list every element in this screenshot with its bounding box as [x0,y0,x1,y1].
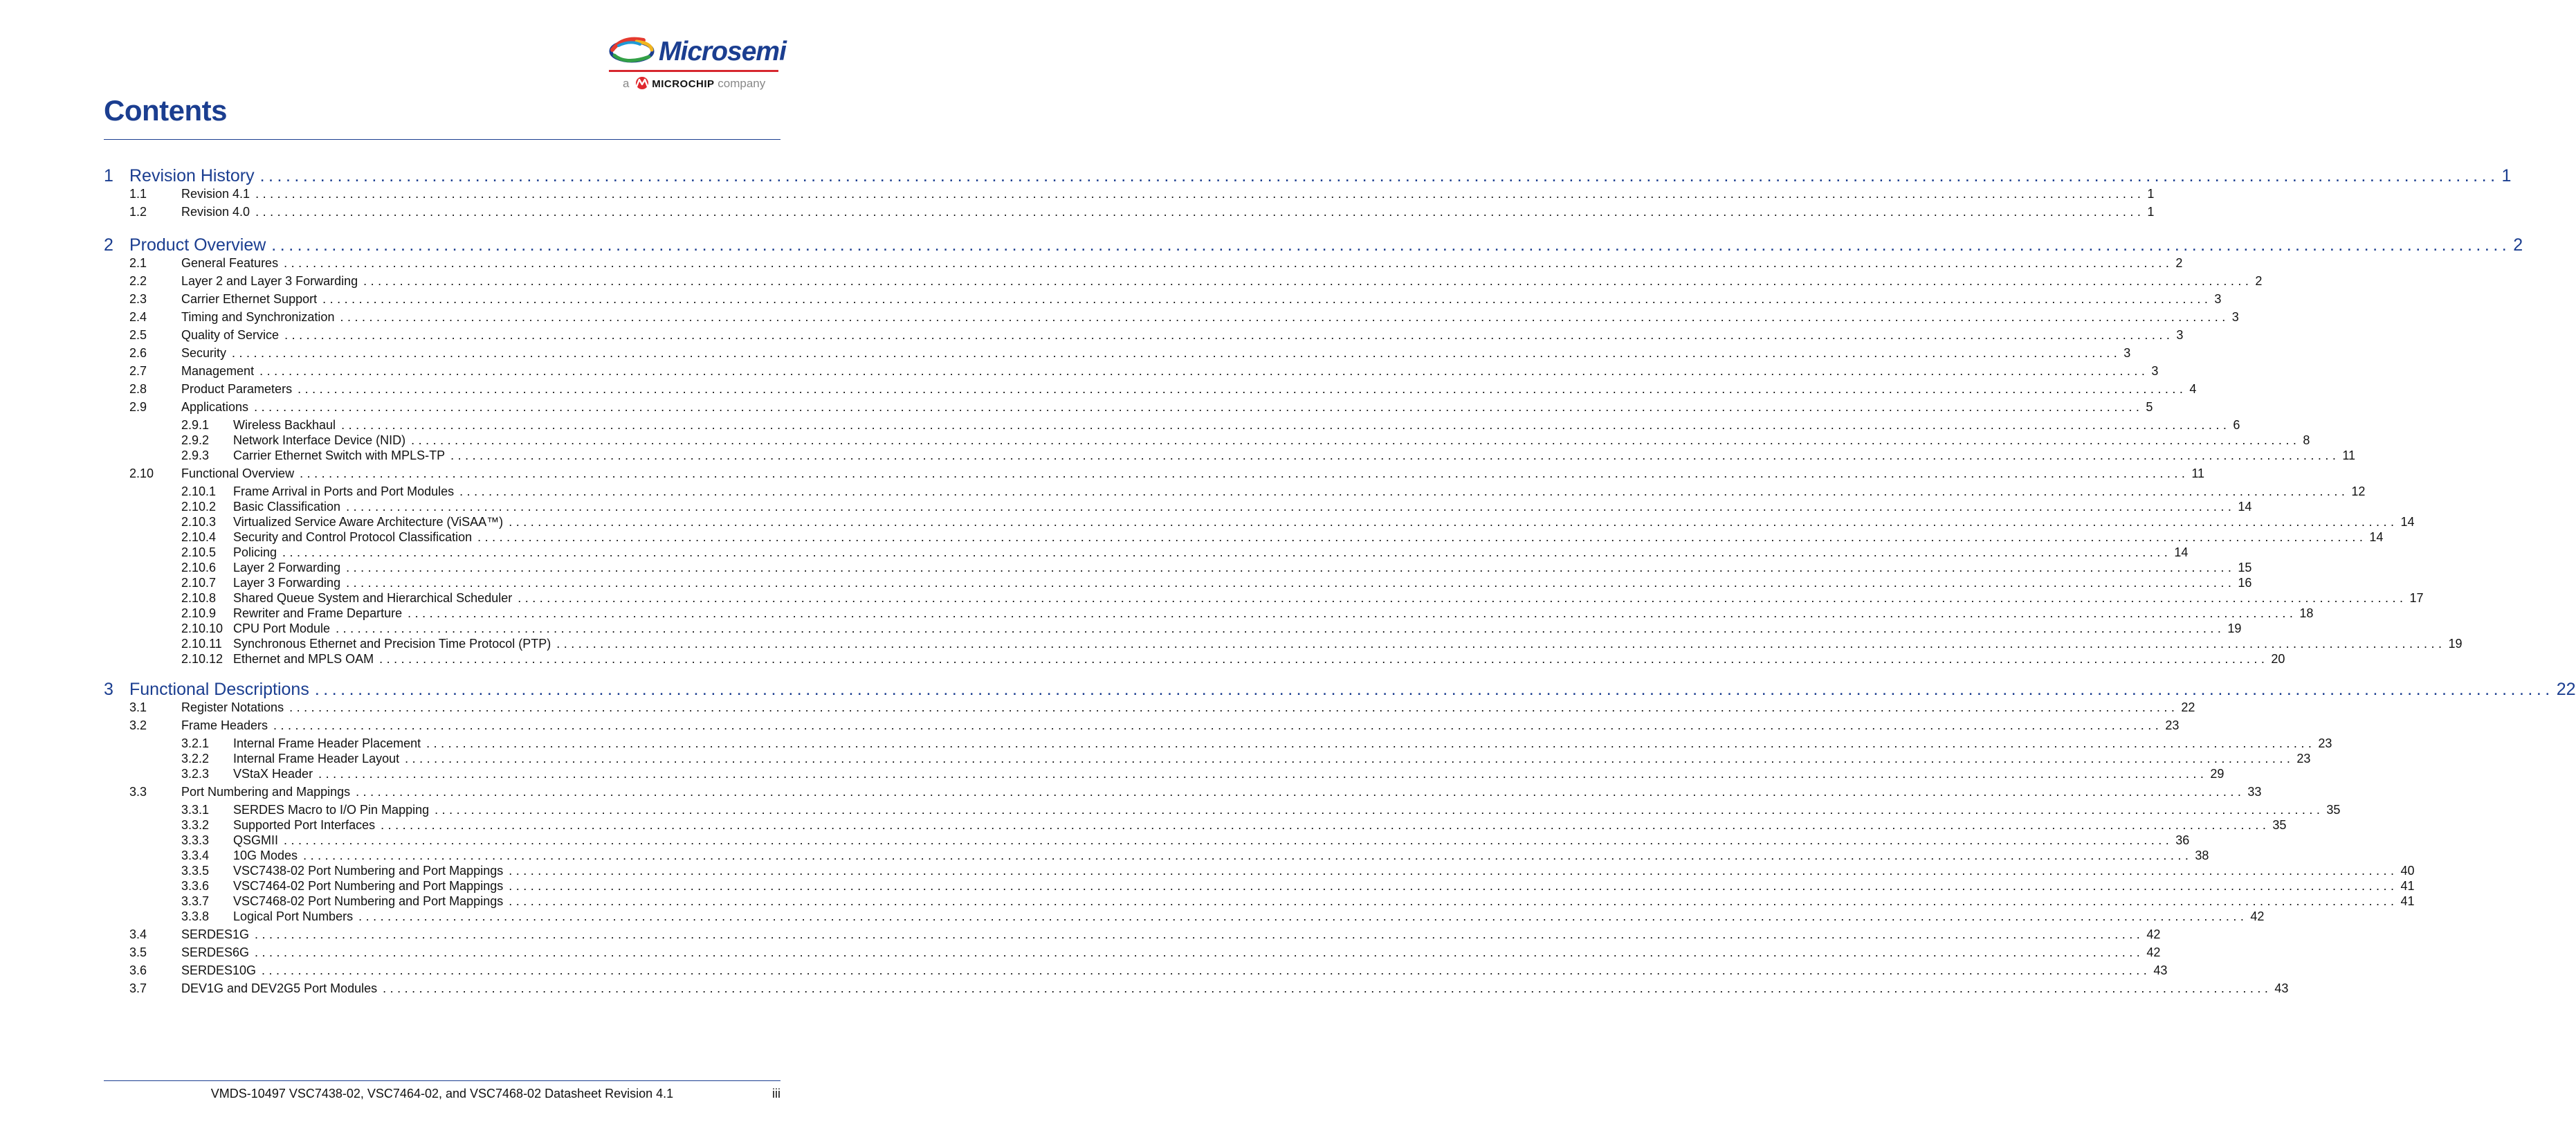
toc-dot-leader: .................................................................................................................................................................................................................................................................... [340,310,2229,324]
toc-entry-number: 2.9.2 [181,433,210,447]
toc-entry-number: 3.7 [129,981,147,995]
toc-entry-level-1[interactable] [104,680,2576,700]
toc-dot-leader: .................................................................................................................................................................................................................................................................... [318,767,2208,781]
toc-entry-title: Carrier Ethernet Support [181,292,318,306]
toc-dot-leader: .................................................................................................................................................................................................................................................................... [435,803,2324,817]
toc-dot-leader: .................................................................................................................................................................................................................................................................... [356,785,2245,799]
toc-entry-level-3[interactable] [104,484,2366,500]
toc-entry-level-3[interactable] [104,433,2310,448]
toc-entry-title: Functional Descriptions [129,680,309,699]
toc-entry-level-3[interactable] [104,448,2356,464]
toc-entry-level-2[interactable] [104,256,2183,271]
toc-entry-level-2[interactable] [104,700,2195,716]
toc-entry-title: Register Notations [181,700,284,714]
microsemi-swirl-icon [609,35,657,69]
toc-dot-leader: .................................................................................................................................................................................................................................................................... [379,652,2269,666]
toc-dot-leader: .................................................................................................................................................................................................................................................................... [426,736,2316,750]
toc-dot-leader: .................................................................................................................................................................................................................................................................... [314,680,2554,699]
toc-entry-title: Shared Queue System and Hierarchical Scheduler [233,591,513,605]
toc-entry-page: 23 [2296,752,2311,765]
toc-entry-level-3[interactable] [104,500,2252,515]
toc-dot-leader: .................................................................................................................................................................................................................................................................... [322,292,2212,306]
toc-entry-page: 40 [2400,864,2415,878]
toc-entry-page: 6 [2233,418,2240,432]
toc-entry-page: 23 [2318,736,2332,750]
toc-entry-number: 2.1 [129,256,147,270]
toc-entry-number: 2.8 [129,382,147,396]
toc-entry-page: 38 [2195,849,2209,862]
toc-dot-leader: .................................................................................................................................................................................................................................................................... [346,561,2236,574]
toc-entry-number: 3.3 [129,785,147,799]
toc-entry-number: 2.6 [129,346,147,360]
toc-entry-level-2[interactable] [104,187,2155,202]
toc-entry-title: Functional Overview [181,466,295,480]
toc-dot-leader: .................................................................................................................................................................................................................................................................... [271,235,2511,255]
toc-dot-leader: .................................................................................................................................................................................................................................................................... [300,466,2189,480]
toc-entry-title: Management [181,364,255,378]
toc-entry-title: Virtualized Service Aware Architecture (ViSAA™) [233,515,504,529]
toc-entry-number: 3.3.3 [181,833,210,847]
toc-entry-title: Frame Headers [181,718,268,732]
toc-entry-number: 3.3.5 [181,864,210,878]
logo-divider [609,70,778,72]
toc-entry-level-2[interactable] [104,785,2262,800]
toc-entry-level-2[interactable] [104,400,2153,415]
toc-entry-level-1[interactable] [104,235,2523,256]
toc-dot-leader: .................................................................................................................................................................................................................................................................... [381,818,2270,832]
toc-entry-page: 22 [2556,680,2576,699]
toc-entry-level-2[interactable] [104,981,2289,997]
toc-entry-level-2[interactable] [104,328,2184,343]
toc-entry-level-3[interactable] [104,561,2252,576]
logo-brand: Microsemi [659,37,786,66]
toc-entry-title: Security [181,346,227,360]
toc-dot-leader: .................................................................................................................................................................................................................................................................... [405,752,2294,765]
toc-entry-title: Internal Frame Header Layout [233,752,400,765]
toc-entry-number: 2.10.1 [181,484,217,498]
toc-entry-page: 22 [2181,700,2195,714]
toc-entry-number: 3.3.7 [181,894,210,908]
toc-dot-leader: .................................................................................................................................................................................................................................................................... [358,909,2248,923]
toc-entry-title: SERDES10G [181,963,257,977]
toc-entry-page: 42 [2146,927,2161,941]
toc-entry-level-3[interactable] [104,515,2415,530]
toc-dot-leader: .................................................................................................................................................................................................................................................................... [232,346,2121,360]
toc-entry-title: Synchronous Ethernet and Precision Time Protocol (PTP) [233,637,551,651]
toc-dot-leader: .................................................................................................................................................................................................................................................................... [284,328,2174,342]
toc-entry-level-3[interactable] [104,606,2314,622]
toc-entry-number: 3.3.2 [181,818,210,832]
toc-entry-level-2[interactable] [104,346,2131,361]
toc-entry-page: 16 [2238,576,2252,590]
toc-entry-level-3[interactable] [104,752,2311,767]
toc-dot-leader: .................................................................................................................................................................................................................................................................... [556,637,2446,651]
toc-entry-level-2[interactable] [104,292,2222,307]
toc-entry-page: 14 [2174,545,2189,559]
toc-entry-level-3[interactable] [104,622,2242,637]
toc-entry-title: Revision History [129,166,255,185]
toc-entry-level-3[interactable] [104,637,2463,652]
toc-entry-level-2[interactable] [104,945,2161,961]
toc-entry-page: 2 [2175,256,2183,270]
toc-entry-number: 3.3.6 [181,879,210,893]
toc-entry-number: 3.2.3 [181,767,210,781]
toc-entry-page: 2 [2255,274,2263,288]
toc-entry-page: 5 [2146,400,2153,414]
footer-page-number: iii [772,1087,780,1100]
toc-dot-leader: .................................................................................................................................................................................................................................................................... [289,700,2179,714]
toc-entry-level-3[interactable] [104,894,2415,909]
toc-entry-title: Layer 2 and Layer 3 Forwarding [181,274,358,288]
toc-entry-page: 17 [2409,591,2424,605]
toc-dot-leader: .................................................................................................................................................................................................................................................................... [383,981,2272,995]
toc-entry-page: 3 [2151,364,2159,378]
toc-entry-number: 2.10.7 [181,576,217,590]
toc-entry-level-3[interactable] [104,803,2341,818]
toc-entry-level-3[interactable] [104,833,2190,849]
toc-entry-number: 3.2.2 [181,752,210,765]
toc-entry-level-3[interactable] [104,849,2209,864]
microchip-m-icon [634,77,650,89]
toc-entry-number: 3.4 [129,927,147,941]
toc-entry-page: 41 [2400,879,2415,893]
toc-entry-title: QSGMII [233,833,279,847]
toc-entry-number: 2.10.6 [181,561,217,574]
toc-entry-page: 20 [2271,652,2285,666]
toc-entry-level-2[interactable] [104,963,2168,979]
toc-dot-leader: .................................................................................................................................................................................................................................................................... [411,433,2301,447]
toc-entry-number: 2.2 [129,274,147,288]
toc-entry-number: 3.6 [129,963,147,977]
toc-entry-number: 2 [104,235,113,255]
toc-entry-page: 1 [2147,205,2155,219]
toc-entry-title: Layer 3 Forwarding [233,576,341,590]
toc-entry-title: Wireless Backhaul [233,418,336,432]
toc-dot-leader: .................................................................................................................................................................................................................................................................... [363,274,2253,288]
toc-dot-leader: .................................................................................................................................................................................................................................................................... [477,530,2367,544]
toc-entry-level-3[interactable] [104,879,2415,894]
toc-entry-title: 10G Modes [233,849,298,862]
toc-entry-level-3[interactable] [104,736,2332,752]
toc-entry-page: 8 [2303,433,2310,447]
toc-entry-page: 11 [2191,466,2205,480]
toc-dot-leader: .................................................................................................................................................................................................................................................................... [346,576,2236,590]
toc-entry-title: Ethernet and MPLS OAM [233,652,374,666]
toc-entry-title: Policing [233,545,277,559]
toc-entry-number: 3.3.8 [181,909,210,923]
toc-entry-level-2[interactable] [104,927,2161,943]
toc-entry-page: 42 [2250,909,2265,923]
toc-entry-number: 2.10.4 [181,530,217,544]
toc-entry-title: VStaX Header [233,767,313,781]
toc-entry-page: 14 [2238,500,2252,514]
toc-dot-leader: .................................................................................................................................................................................................................................................................... [459,484,2349,498]
toc-dot-leader: .................................................................................................................................................................................................................................................................... [336,622,2225,635]
toc-entry-number: 3.1 [129,700,147,714]
toc-entry-number: 2.3 [129,292,147,306]
toc-entry-title: Revision 4.0 [181,205,250,219]
toc-dot-leader: .................................................................................................................................................................................................................................................................... [255,927,2144,941]
toc-entry-page: 11 [2342,448,2356,462]
toc-entry-title: VSC7468-02 Port Numbering and Port Mappings [233,894,504,908]
toc-entry-title: Network Interface Device (NID) [233,433,406,447]
toc-entry-number: 2.9 [129,400,147,414]
toc-dot-leader: .................................................................................................................................................................................................................................................................... [284,833,2173,847]
toc-entry-page: 15 [2238,561,2252,574]
toc-entry-title: Internal Frame Header Placement [233,736,421,750]
toc-entry-level-3[interactable] [104,576,2252,591]
toc-entry-page: 14 [2400,515,2415,529]
footer-divider [104,1080,780,1081]
toc-entry-number: 3.5 [129,945,147,959]
toc-entry-number: 2.10.5 [181,545,217,559]
toc-entry-level-2[interactable] [104,364,2159,379]
toc-entry-page: 36 [2175,833,2190,847]
toc-entry-level-3[interactable] [104,545,2189,561]
toc-entry-page: 23 [2165,718,2180,732]
toc-entry-number: 3 [104,680,113,699]
toc-entry-title: Security and Control Protocol Classification [233,530,473,544]
toc-dot-leader: .................................................................................................................................................................................................................................................................... [273,718,2163,732]
toc-entry-page: 29 [2210,767,2225,781]
footer-document-title: VMDS-10497 VSC7438-02, VSC7464-02, and VSC7468-02 Datasheet Revision 4.1 [210,1087,674,1100]
toc-entry-title: SERDES Macro to I/O Pin Mapping [233,803,430,817]
toc-entry-title: Frame Arrival in Ports and Port Modules [233,484,455,498]
logo-tag-company: MICROCHIP [652,78,715,90]
toc-entry-page: 1 [2147,187,2155,201]
company-logo [609,35,785,97]
toc-dot-leader: .................................................................................................................................................................................................................................................................... [282,545,2172,559]
toc-entry-page: 41 [2400,894,2415,908]
toc-entry-title: Carrier Ethernet Switch with MPLS-TP [233,448,446,462]
toc-entry-number: 3.3.1 [181,803,210,817]
toc-entry-number: 2.7 [129,364,147,378]
toc-entry-level-3[interactable] [104,818,2287,833]
toc-entry-page: 43 [2153,963,2168,977]
toc-dot-leader: .................................................................................................................................................................................................................................................................... [254,400,2144,414]
toc-entry-title: Layer 2 Forwarding [233,561,341,574]
toc-dot-leader: .................................................................................................................................................................................................................................................................... [509,894,2398,908]
toc-entry-page: 14 [2369,530,2384,544]
toc-entry-title: Timing and Synchronization [181,310,335,324]
toc-dot-leader: .................................................................................................................................................................................................................................................................... [284,256,2173,270]
toc-entry-page: 42 [2146,945,2161,959]
toc-entry-title: General Features [181,256,279,270]
toc-dot-leader: .................................................................................................................................................................................................................................................................... [303,849,2193,862]
toc-dot-leader: .................................................................................................................................................................................................................................................................... [259,166,2499,185]
toc-entry-title: VSC7464-02 Port Numbering and Port Mappings [233,879,504,893]
toc-entry-level-2[interactable] [104,466,2205,482]
toc-entry-number: 1.2 [129,205,147,219]
page-title: Contents [104,94,227,127]
toc-dot-leader: .................................................................................................................................................................................................................................................................... [408,606,2297,620]
toc-entry-level-2[interactable] [104,274,2263,289]
toc-entry-page: 3 [2214,292,2222,306]
toc-entry-page: 43 [2274,981,2289,995]
toc-entry-level-2[interactable] [104,718,2180,734]
toc-entry-level-3[interactable] [104,418,2240,433]
toc-entry-title: Logical Port Numbers [233,909,354,923]
toc-entry-level-3[interactable] [104,909,2265,925]
toc-entry-number: 2.5 [129,328,147,342]
toc-entry-page: 35 [2326,803,2341,817]
toc-entry-number: 2.10 [129,466,154,480]
toc-entry-title: SERDES1G [181,927,250,941]
toc-entry-number: 2.4 [129,310,147,324]
toc-entry-number: 2.10.11 [181,637,222,651]
toc-entry-title: VSC7438-02 Port Numbering and Port Mappings [233,864,504,878]
toc-entry-page: 19 [2227,622,2242,635]
toc-entry-level-3[interactable] [104,767,2225,782]
toc-dot-leader: .................................................................................................................................................................................................................................................................... [259,364,2149,378]
toc-entry-number: 1 [104,166,113,185]
toc-entry-title: CPU Port Module [233,622,331,635]
toc-entry-number: 3.2 [129,718,147,732]
toc-entry-number: 2.10.12 [181,652,223,666]
toc-dot-leader: .................................................................................................................................................................................................................................................................... [255,945,2144,959]
toc-entry-title: Port Numbering and Mappings [181,785,351,799]
toc-entry-title: DEV1G and DEV2G5 Port Modules [181,981,378,995]
toc-entry-level-3[interactable] [104,864,2415,879]
logo-tagline [623,77,765,91]
toc-entry-number: 3.2.1 [181,736,210,750]
toc-entry-number: 2.10.2 [181,500,217,514]
toc-entry-number: 3.3.4 [181,849,210,862]
toc-entry-number: 2.10.10 [181,622,223,635]
toc-dot-leader: .................................................................................................................................................................................................................................................................... [509,879,2398,893]
toc-entry-page: 1 [2501,166,2512,185]
toc-entry-page: 12 [2351,484,2366,498]
toc-dot-leader: .................................................................................................................................................................................................................................................................... [450,448,2340,462]
toc-entry-level-3[interactable] [104,530,2384,545]
toc-entry-number: 2.10.9 [181,606,217,620]
toc-entry-title: Supported Port Interfaces [233,818,376,832]
toc-entry-level-3[interactable] [104,591,2424,606]
toc-entry-title: Rewriter and Frame Departure [233,606,403,620]
toc-entry-number: 2.10.3 [181,515,217,529]
toc-entry-title: Applications [181,400,249,414]
toc-dot-leader: .................................................................................................................................................................................................................................................................... [255,187,2145,201]
toc-dot-leader: .................................................................................................................................................................................................................................................................... [262,963,2151,977]
toc-entry-title: Product Parameters [181,382,293,396]
toc-entry-title: SERDES6G [181,945,250,959]
toc-dot-leader: .................................................................................................................................................................................................................................................................... [509,515,2398,529]
toc-dot-leader: .................................................................................................................................................................................................................................................................... [298,382,2187,396]
title-divider [104,139,780,140]
toc-entry-page: 18 [2299,606,2314,620]
toc-entry-number: 2.9.1 [181,418,210,432]
toc-entry-title: Product Overview [129,235,266,255]
toc-entry-page: 2 [2513,235,2523,255]
toc-dot-leader: .................................................................................................................................................................................................................................................................... [341,418,2231,432]
toc-entry-title: Quality of Service [181,328,280,342]
toc-entry-number: 2.9.3 [181,448,210,462]
toc-entry-number: 1.1 [129,187,147,201]
toc-entry-level-2[interactable] [104,382,2197,397]
toc-entry-page: 3 [2231,310,2239,324]
logo-tag-suffix: company [718,77,766,90]
logo-tag-prefix: a [623,77,630,90]
toc-entry-page: 3 [2123,346,2131,360]
toc-entry-page: 35 [2272,818,2287,832]
toc-dot-leader: .................................................................................................................................................................................................................................................................... [518,591,2407,605]
toc-entry-page: 3 [2176,328,2184,342]
toc-entry-title: Basic Classification [233,500,341,514]
toc-entry-page: 33 [2247,785,2262,799]
toc-dot-leader: .................................................................................................................................................................................................................................................................... [509,864,2398,878]
toc-entry-number: 2.10.8 [181,591,217,605]
toc-entry-level-3[interactable] [104,652,2285,667]
toc-entry-page: 4 [2189,382,2197,396]
toc-entry-page: 19 [2448,637,2463,651]
toc-entry-level-2[interactable] [104,310,2239,325]
toc-dot-leader: .................................................................................................................................................................................................................................................................... [346,500,2236,514]
toc-entry-level-2[interactable] [104,205,2155,220]
toc-entry-title: Revision 4.1 [181,187,250,201]
toc-dot-leader: .................................................................................................................................................................................................................................................................... [255,205,2145,219]
toc-entry-level-1[interactable] [104,166,2512,187]
